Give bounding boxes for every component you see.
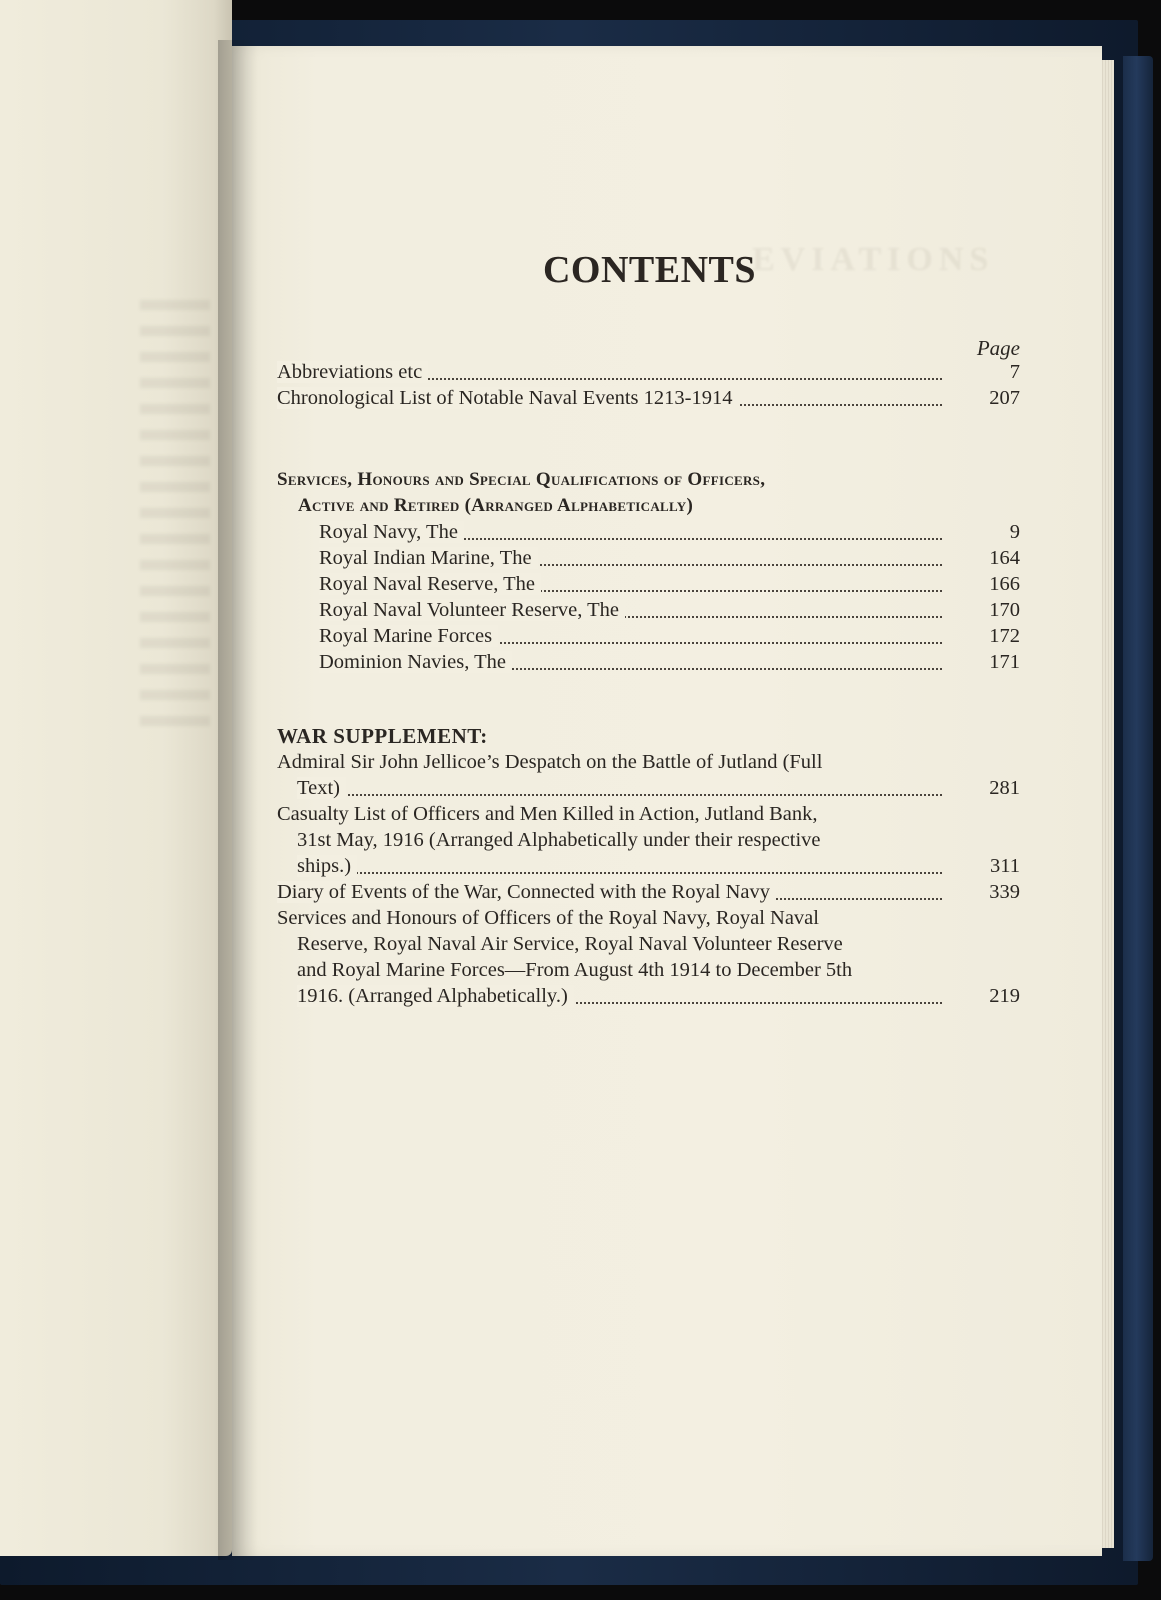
toc-entry: [277, 359, 1022, 385]
toc-entry: [277, 571, 1022, 597]
left-page: [0, 0, 232, 1556]
toc-entry: [277, 597, 1022, 623]
toc-page-number: 7: [1009, 361, 1020, 383]
section-heading-line: Active and Retired (Arranged Alphabetically): [298, 495, 694, 516]
toc-entry: [277, 649, 1022, 675]
section-heading-services: [277, 467, 942, 519]
toc-page-number: 281: [989, 777, 1020, 799]
toc-entry-line: and Royal Marine Forces—From August 4th 1914 to December 5th: [297, 959, 853, 981]
toc-entry-last-line: [277, 775, 1022, 801]
toc-entry-text: Chronological List of Notable Naval Events 1213-1914: [277, 387, 738, 409]
toc-page-number: 219: [989, 985, 1020, 1007]
toc-page-number: 171: [989, 651, 1020, 673]
toc-entry-line: Casualty List of Officers and Men Killed in Action, Jutland Bank,: [277, 803, 818, 825]
toc-entry-multiline: [277, 931, 942, 957]
left-page-show-through: [140, 300, 210, 730]
show-through-heading: EVIATIONS: [752, 241, 995, 278]
toc-entry-text: Abbreviations etc: [277, 361, 428, 383]
toc-entry: [277, 623, 1022, 649]
toc-entry-multiline: [277, 827, 942, 853]
toc-entry-multiline: [277, 801, 942, 827]
toc-page-number: 9: [1009, 521, 1020, 543]
toc-entry-line: Admiral Sir John Jellicoe’s Despatch on the Battle of Jutland (Full: [277, 751, 823, 773]
toc-entry-text: Dominion Navies, The: [319, 651, 512, 673]
toc-page-number: 170: [989, 599, 1020, 621]
toc-entry-last-line: [277, 853, 1022, 879]
toc-entry-text: Royal Naval Reserve, The: [319, 573, 541, 595]
toc-entry-text: 1916. (Arranged Alphabetically.): [297, 985, 574, 1007]
section-heading-line: Services, Honours and Special Qualifications of Officers,: [277, 469, 766, 490]
page-column-label: Page: [976, 336, 1020, 360]
section-heading-war-supplement: WAR SUPPLEMENT:: [277, 724, 488, 748]
toc-entry-text: Royal Indian Marine, The: [319, 547, 538, 569]
toc-entry: [277, 545, 1022, 571]
toc-page-number: 207: [989, 387, 1020, 409]
toc-entry-line: Reserve, Royal Naval Air Service, Royal Naval Volunteer Reserve: [297, 933, 843, 955]
toc-page-number: 339: [989, 881, 1020, 903]
toc-entry: [277, 879, 1022, 905]
toc-entry-multiline: [277, 957, 942, 983]
toc-entry-text: Royal Marine Forces: [319, 625, 498, 647]
toc-page-number: 172: [989, 625, 1020, 647]
toc-entry: [277, 385, 1022, 411]
toc-page-number: 166: [989, 573, 1020, 595]
page-title: CONTENTS: [542, 249, 757, 291]
toc-entry-text: Diary of Events of the War, Connected with the Royal Navy: [277, 881, 776, 903]
toc-entry-multiline: [277, 905, 942, 931]
toc-entry-multiline: [277, 749, 942, 775]
toc-entry-last-line: [277, 983, 1022, 1009]
toc-entry-line: 31st May, 1916 (Arranged Alphabetically under their respective: [297, 829, 821, 851]
toc-page-number: 311: [990, 855, 1020, 877]
contents-page: [277, 248, 1022, 1009]
cover-edge: [1123, 56, 1153, 1561]
toc-entry-text: Royal Navy, The: [319, 521, 464, 543]
book-gutter: [218, 40, 258, 1560]
toc-page-number: 164: [989, 547, 1020, 569]
toc-entry-text: Royal Naval Volunteer Reserve, The: [319, 599, 625, 621]
toc-entry-line: Services and Honours of Officers of the Royal Navy, Royal Naval: [277, 907, 819, 929]
toc-entry-text: ships.): [297, 855, 357, 877]
page-leaves: [1100, 60, 1114, 1548]
toc-entry: [277, 519, 1022, 545]
toc-entry-text: Text): [297, 777, 346, 799]
